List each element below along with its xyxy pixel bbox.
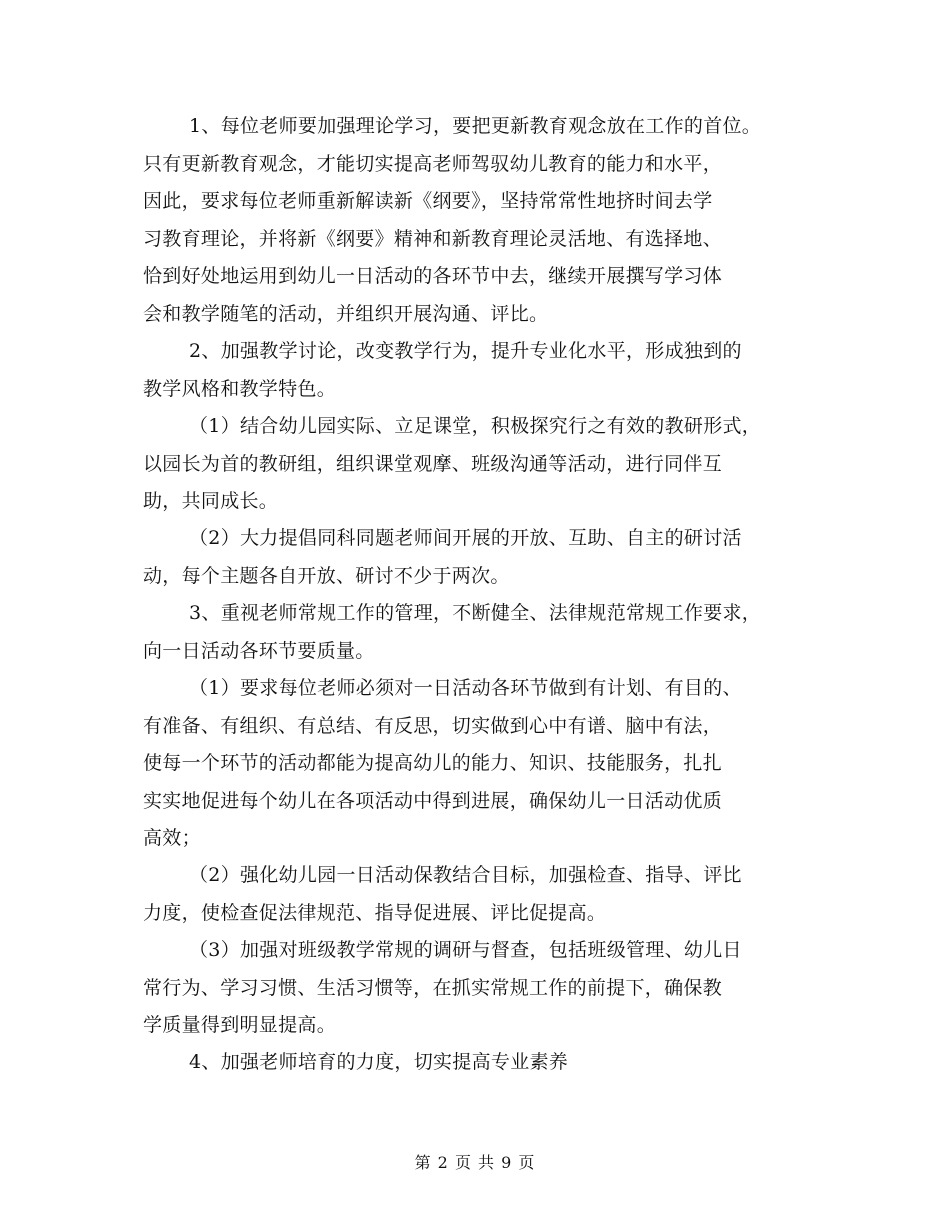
paragraph-2 <box>143 333 833 408</box>
paragraph-2-2 <box>143 520 833 595</box>
paragraph-line: 有准备、有组织、有总结、有反思，切实做到心中有谱、脑中有法， <box>143 714 723 737</box>
paragraph-line: 常行为、学习习惯、生活习惯等，在抓实常规工作的前提下，确保教 <box>143 976 723 999</box>
paragraph-line: 助，共同成长。 <box>143 490 279 512</box>
paragraph-line: 以园长为首的教研组，组织课堂观摩、班级沟通等活动，进行同伴互 <box>143 452 723 475</box>
paragraph-3-3 <box>143 932 833 1045</box>
paragraph-3 <box>143 595 833 670</box>
paragraph-3-2 <box>143 857 833 932</box>
paragraph-line: 习教育理论，并将新《纲要》精神和新教育理论灵活地、有选择地、 <box>143 227 723 250</box>
paragraph-line: 1、每位老师要加强理论学习，要把更新教育观念放在工作的首位。 <box>189 115 762 137</box>
paragraph-3-1 <box>143 670 833 858</box>
paragraph-line: （3）加强对班级教学常规的调研与督查，包括班级管理、幼儿日 <box>189 939 742 961</box>
paragraph-line: 学质量得到明显提高。 <box>143 1014 337 1036</box>
paragraph-line: 高效； <box>143 827 201 849</box>
paragraph-line: 3、重视老师常规工作的管理，不断健全、法律规范常规工作要求， <box>189 602 762 624</box>
paragraph-line: 只有更新教育观念，才能切实提高老师驾驭幼儿教育的能力和水平， <box>143 152 723 175</box>
paragraph-2-1 <box>143 408 833 521</box>
paragraph-1 <box>143 108 833 333</box>
paragraph-line: （1）结合幼儿园实际、立足课堂，积极探究行之有效的教研形式， <box>189 415 762 437</box>
paragraph-line: （2）大力提倡同科同题老师间开展的开放、互助、自主的研讨活 <box>189 527 742 549</box>
paragraph-line: 因此，要求每位老师重新解读新《纲要》，坚持常常性地挤时间去学 <box>143 190 713 212</box>
paragraph-line: 4、加强老师培育的力度，切实提高专业素养 <box>189 1051 569 1073</box>
paragraph-line: 恰到好处地运用到幼儿一日活动的各环节中去，继续开展撰写学习体 <box>143 265 723 287</box>
paragraph-line: （1）要求每位老师必须对一日活动各环节做到有计划、有目的、 <box>189 677 742 699</box>
paragraph-4 <box>143 1044 833 1082</box>
paragraph-line: 实实地促进每个幼儿在各项活动中得到进展，确保幼儿一日活动优质 <box>143 789 723 812</box>
paragraph-line: 2、加强教学讨论，改变教学行为，提升专业化水平，形成独到的 <box>189 340 742 362</box>
paragraph-line: 使每一个环节的活动都能为提高幼儿的能力、知识、技能服务，扎扎 <box>143 752 723 774</box>
paragraph-line: （2）强化幼儿园一日活动保教结合目标，加强检查、指导、评比 <box>189 864 742 886</box>
paragraph-line: 会和教学随笔的活动，并组织开展沟通、评比。 <box>143 302 549 325</box>
paragraph-line: 向一日活动各环节要质量。 <box>143 639 375 662</box>
paragraph-line: 力度，使检查促法律规范、指导促进展、评比促提高。 <box>143 901 607 924</box>
paragraph-line: 教学风格和教学特色。 <box>143 377 337 400</box>
paragraph-line: 动，每个主题各自开放、研讨不少于两次。 <box>143 564 510 587</box>
page-number-footer: 第 2 页 共 9 页 <box>414 1153 536 1172</box>
